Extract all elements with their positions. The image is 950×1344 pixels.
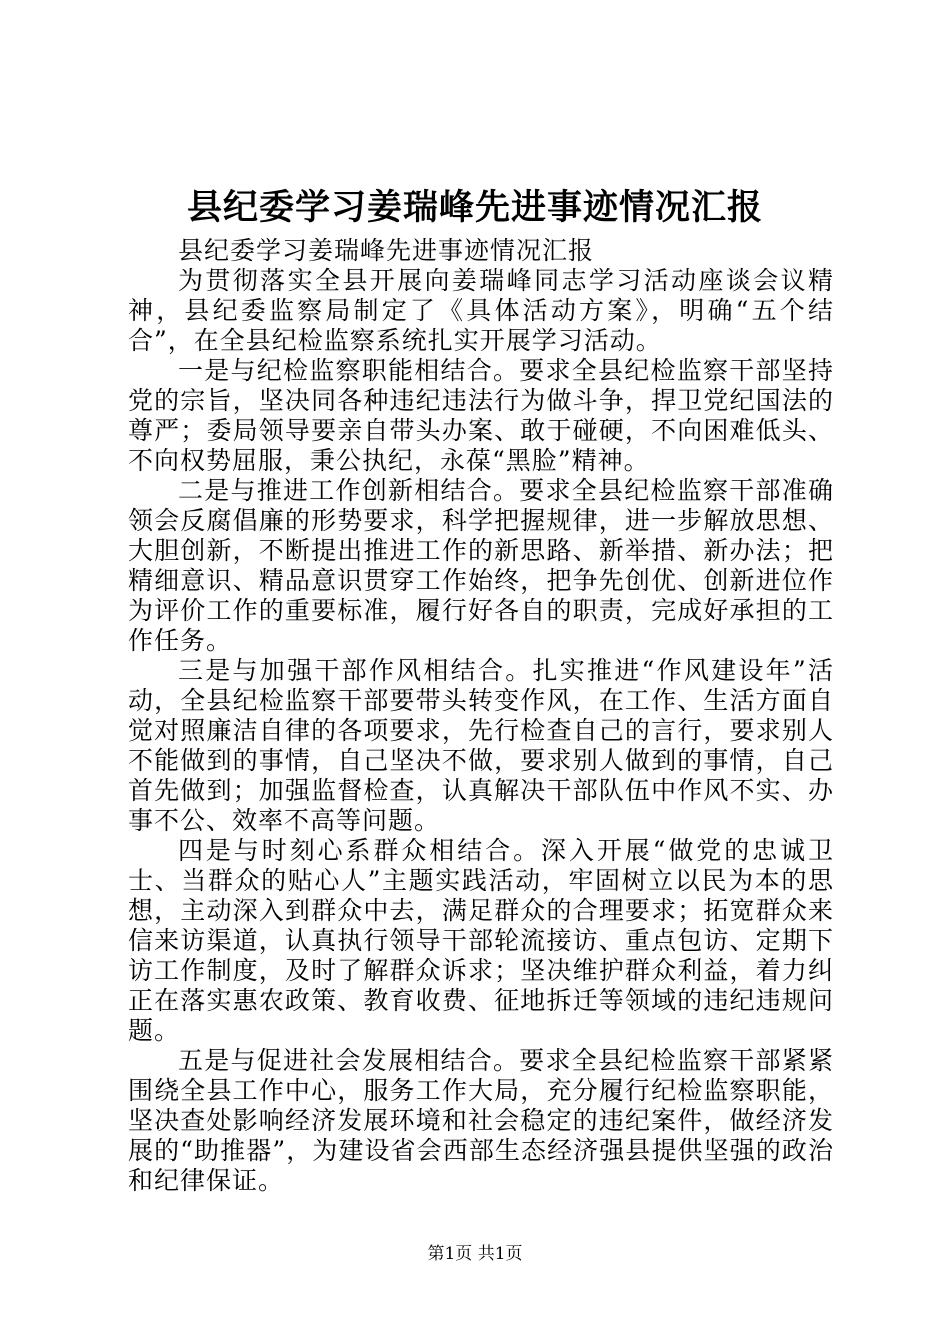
page-footer: 第1页 共1页 <box>427 1244 523 1264</box>
paragraph-subtitle: 县纪委学习姜瑞峰先进事迹情况汇报 <box>178 236 595 265</box>
paragraph-point-3: 三是与加强干部作风相结合。扎实推进“作风建设年”活动，全县纪检监察干部要带头转变作风，在工作、生活方面自觉对照廉洁自律的各项要求，先行检查自己的言行，要求别人不能做到的事情，自己坚决不做，要求别人做到的事情，自己首先做到；加强监督检查，认真解决干部队伍中作风不实、办事不公、效率不高等问题。 <box>128 656 834 835</box>
paragraph-point-2: 二是与推进工作创新相结合。要求全县纪检监察干部准确领会反腐倡廉的形势要求，科学把握规律，进一步解放思想、大胆创新，不断提出推进工作的新思路、新举措、新办法；把精细意识、精品意识贯穿工作始终，把争先创优、创新进位作为评价工作的重要标准，履行好各自的职责，完成好承担的工作任务。 <box>128 476 834 655</box>
document-title: 县纪委学习姜瑞峰先进事迹情况汇报 <box>186 187 763 228</box>
paragraph-point-5: 五是与促进社会发展相结合。要求全县纪检监察干部紧紧围绕全县工作中心，服务工作大局，充分履行纪检监察职能，坚决查处影响经济发展环境和社会稳定的违纪案件，做经济发展的“助推器”，为建设省会西部生态经济强县提供坚强的政治和纪律保证。 <box>128 1046 834 1195</box>
paragraph-point-4: 四是与时刻心系群众相结合。深入开展“做党的忠诚卫士、当群众的贴心人”主题实践活动，牢固树立以民为本的思想，主动深入到群众中去，满足群众的合理要求；拓宽群众来信来访渠道，认真执行领导干部轮流接访、重点包访、定期下访工作制度，及时了解群众诉求；坚决维护群众利益，着力纠正在落实惠农政策、教育收费、征地拆迁等领域的违纪违规问题。 <box>128 836 834 1045</box>
document-body <box>128 236 834 1196</box>
paragraph-point-1: 一是与纪检监察职能相结合。要求全县纪检监察干部坚持党的宗旨，坚决同各种违纪违法行为做斗争，捍卫党纪国法的尊严；委局领导要亲自带头办案、敢于碰硬，不向困难低头、不向权势屈服，秉公执纪，永葆“黑脸”精神。 <box>128 356 834 475</box>
paragraph-intro: 为贯彻落实全县开展向姜瑞峰同志学习活动座谈会议精神，县纪委监察局制定了《具体活动方案》，明确“五个结合”，在全县纪检监察系统扎实开展学习活动。 <box>128 266 834 355</box>
